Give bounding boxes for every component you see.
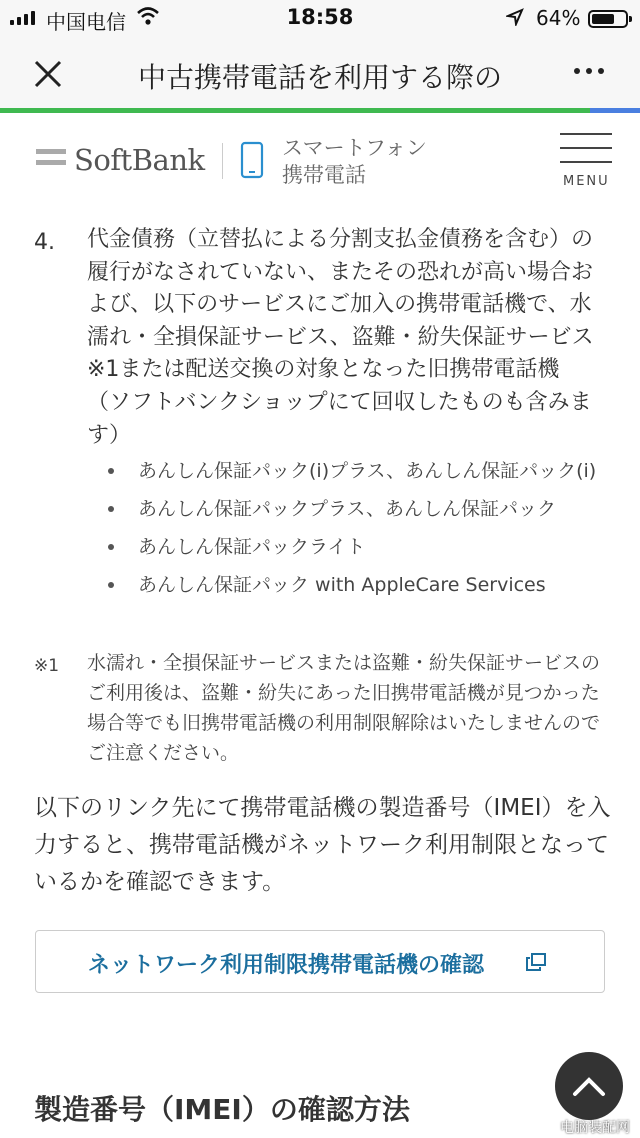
list-item: あんしん保証パックプラス、あんしん保証パック [106, 494, 616, 524]
link-label: ネットワーク利用制限携帯電話機の確認 [88, 953, 485, 978]
item-number: 4. [34, 230, 55, 255]
battery-percent: 64% [536, 6, 581, 30]
external-link-icon [526, 953, 546, 975]
chevron-up-icon [571, 1070, 607, 1100]
location-arrow-icon [506, 8, 524, 30]
more-dots-icon[interactable] [574, 68, 604, 74]
browser-nav-bar [0, 36, 640, 108]
status-bar [0, 0, 640, 36]
carrier-label: 中国电信 [46, 10, 126, 34]
footnote-mark: ※1 [34, 656, 60, 676]
softbank-logo-mark[interactable] [36, 149, 66, 171]
footnote-text: 水濡れ・全損保証サービスまたは盗難・紛失保証サービスのご利用後は、盗難・紛失にあった旧携帯電話機が見つかった場合等でも旧携帯電話機の利用制限解除はいたしませんのでご注意ください。 [87, 652, 601, 764]
close-icon[interactable] [30, 56, 66, 92]
clock: 18:58 [286, 5, 354, 29]
softbank-logo-text[interactable]: SoftBank [74, 143, 205, 177]
back-to-top-button[interactable] [555, 1052, 623, 1120]
section-heading: 製造番号（IMEI）の確認方法 [34, 1093, 410, 1126]
smartphone-icon [240, 141, 264, 183]
menu-label: MENU [563, 174, 610, 189]
header-divider [222, 143, 223, 179]
imei-paragraph: 以下のリンク先にて携帯電話機の製造番号（IMEI）を入力すると、携帯電話機がネットワーク利用制限となっているかを確認できます。 [34, 795, 611, 895]
category-line-2: 携帯電話 [282, 163, 366, 187]
category-label[interactable] [282, 135, 427, 189]
bullet-list [106, 456, 616, 608]
list-item: あんしん保証パック with AppleCare Services [106, 570, 616, 600]
list-item: あんしん保証パックライト [106, 532, 616, 562]
page-title: 中古携帯電話を利用する際の [137, 61, 502, 94]
network-check-link-button[interactable] [35, 930, 605, 993]
site-header [0, 113, 640, 203]
category-line-1: スマートフォン [282, 136, 427, 160]
item-text: 代金債務（立替払による分割支払金債務を含む）の履行がなされていない、またその恐れが高い場合および、以下のサービスにご加入の携帯電話機で、水濡れ・全損保証サービス、盗難・紛失保証サービス※1または配送交換の対象となった旧携帯電話機（ソフトバンクショップにて回収したものも含みます） [87, 227, 594, 448]
battery-icon [588, 10, 628, 28]
watermark: 电脑装配网 [560, 1120, 630, 1136]
list-item: あんしん保証パック(i)プラス、あんしん保証パック(i) [106, 456, 616, 486]
